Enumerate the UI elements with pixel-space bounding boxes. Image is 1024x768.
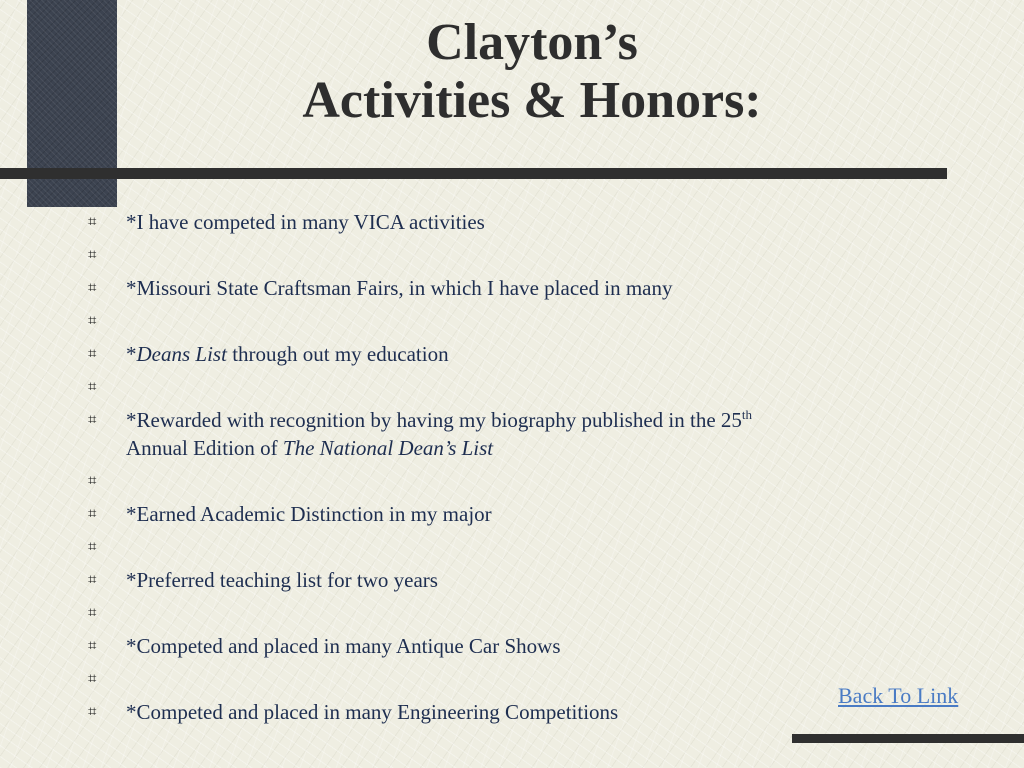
list-item	[88, 698, 918, 726]
list-item	[88, 599, 918, 627]
list-item-suffix: through out my education	[226, 342, 449, 366]
list-item-superscript: th	[741, 407, 753, 422]
list-item	[88, 241, 918, 269]
list-item	[88, 307, 918, 335]
list-item	[88, 665, 918, 693]
list-item-text: *Missouri State Craftsman Fairs, in which I have placed in many	[126, 276, 673, 300]
list-item	[88, 632, 918, 660]
square-bullet-icon: ⌗	[88, 603, 97, 621]
list-item	[88, 406, 918, 462]
square-bullet-icon: ⌗	[88, 278, 97, 296]
list-item-italic: The National Dean’s List	[282, 436, 494, 460]
square-bullet-icon: ⌗	[88, 245, 97, 263]
list-item-line-2: Annual Edition of	[126, 436, 283, 460]
list-item	[88, 274, 918, 302]
square-bullet-icon: ⌗	[88, 504, 97, 522]
page-title	[117, 14, 947, 130]
square-bullet-icon: ⌗	[88, 311, 97, 329]
list-item-text: *Competed and placed in many Engineering Competitions	[126, 700, 619, 724]
list-item-text: *Preferred teaching list for two years	[126, 568, 438, 592]
list-item	[88, 533, 918, 561]
honors-list	[88, 208, 918, 731]
square-bullet-icon: ⌗	[88, 344, 97, 362]
square-bullet-icon: ⌗	[88, 410, 97, 428]
list-item	[88, 373, 918, 401]
square-bullet-icon: ⌗	[88, 377, 97, 395]
title-divider-rule	[0, 168, 947, 179]
square-bullet-icon: ⌗	[88, 537, 97, 555]
footer-divider-rule	[792, 734, 1024, 743]
square-bullet-icon: ⌗	[88, 212, 97, 230]
list-item-prefix: *	[126, 342, 137, 366]
square-bullet-icon: ⌗	[88, 636, 97, 654]
list-item	[88, 467, 918, 495]
page-title-line-2: Activities & Honors:	[302, 72, 762, 129]
square-bullet-icon: ⌗	[88, 669, 97, 687]
page-title-line-1: Clayton’s	[426, 14, 638, 71]
list-item-prefix: *Rewarded with recognition by having my biography published in the 25	[126, 408, 742, 432]
list-item	[88, 500, 918, 528]
list-item-text: *Competed and placed in many Antique Car Shows	[126, 634, 561, 658]
list-item-text: *Earned Academic Distinction in my major	[126, 502, 492, 526]
list-item	[88, 340, 918, 368]
back-to-link[interactable]: Back To Link	[838, 683, 959, 708]
square-bullet-icon: ⌗	[88, 702, 97, 720]
list-item	[88, 208, 918, 236]
square-bullet-icon: ⌗	[88, 471, 97, 489]
square-bullet-icon: ⌗	[88, 570, 97, 588]
list-item-italic: Deans List	[136, 342, 227, 366]
list-item-text: *I have competed in many VICA activities	[126, 210, 485, 234]
list-item	[88, 566, 918, 594]
